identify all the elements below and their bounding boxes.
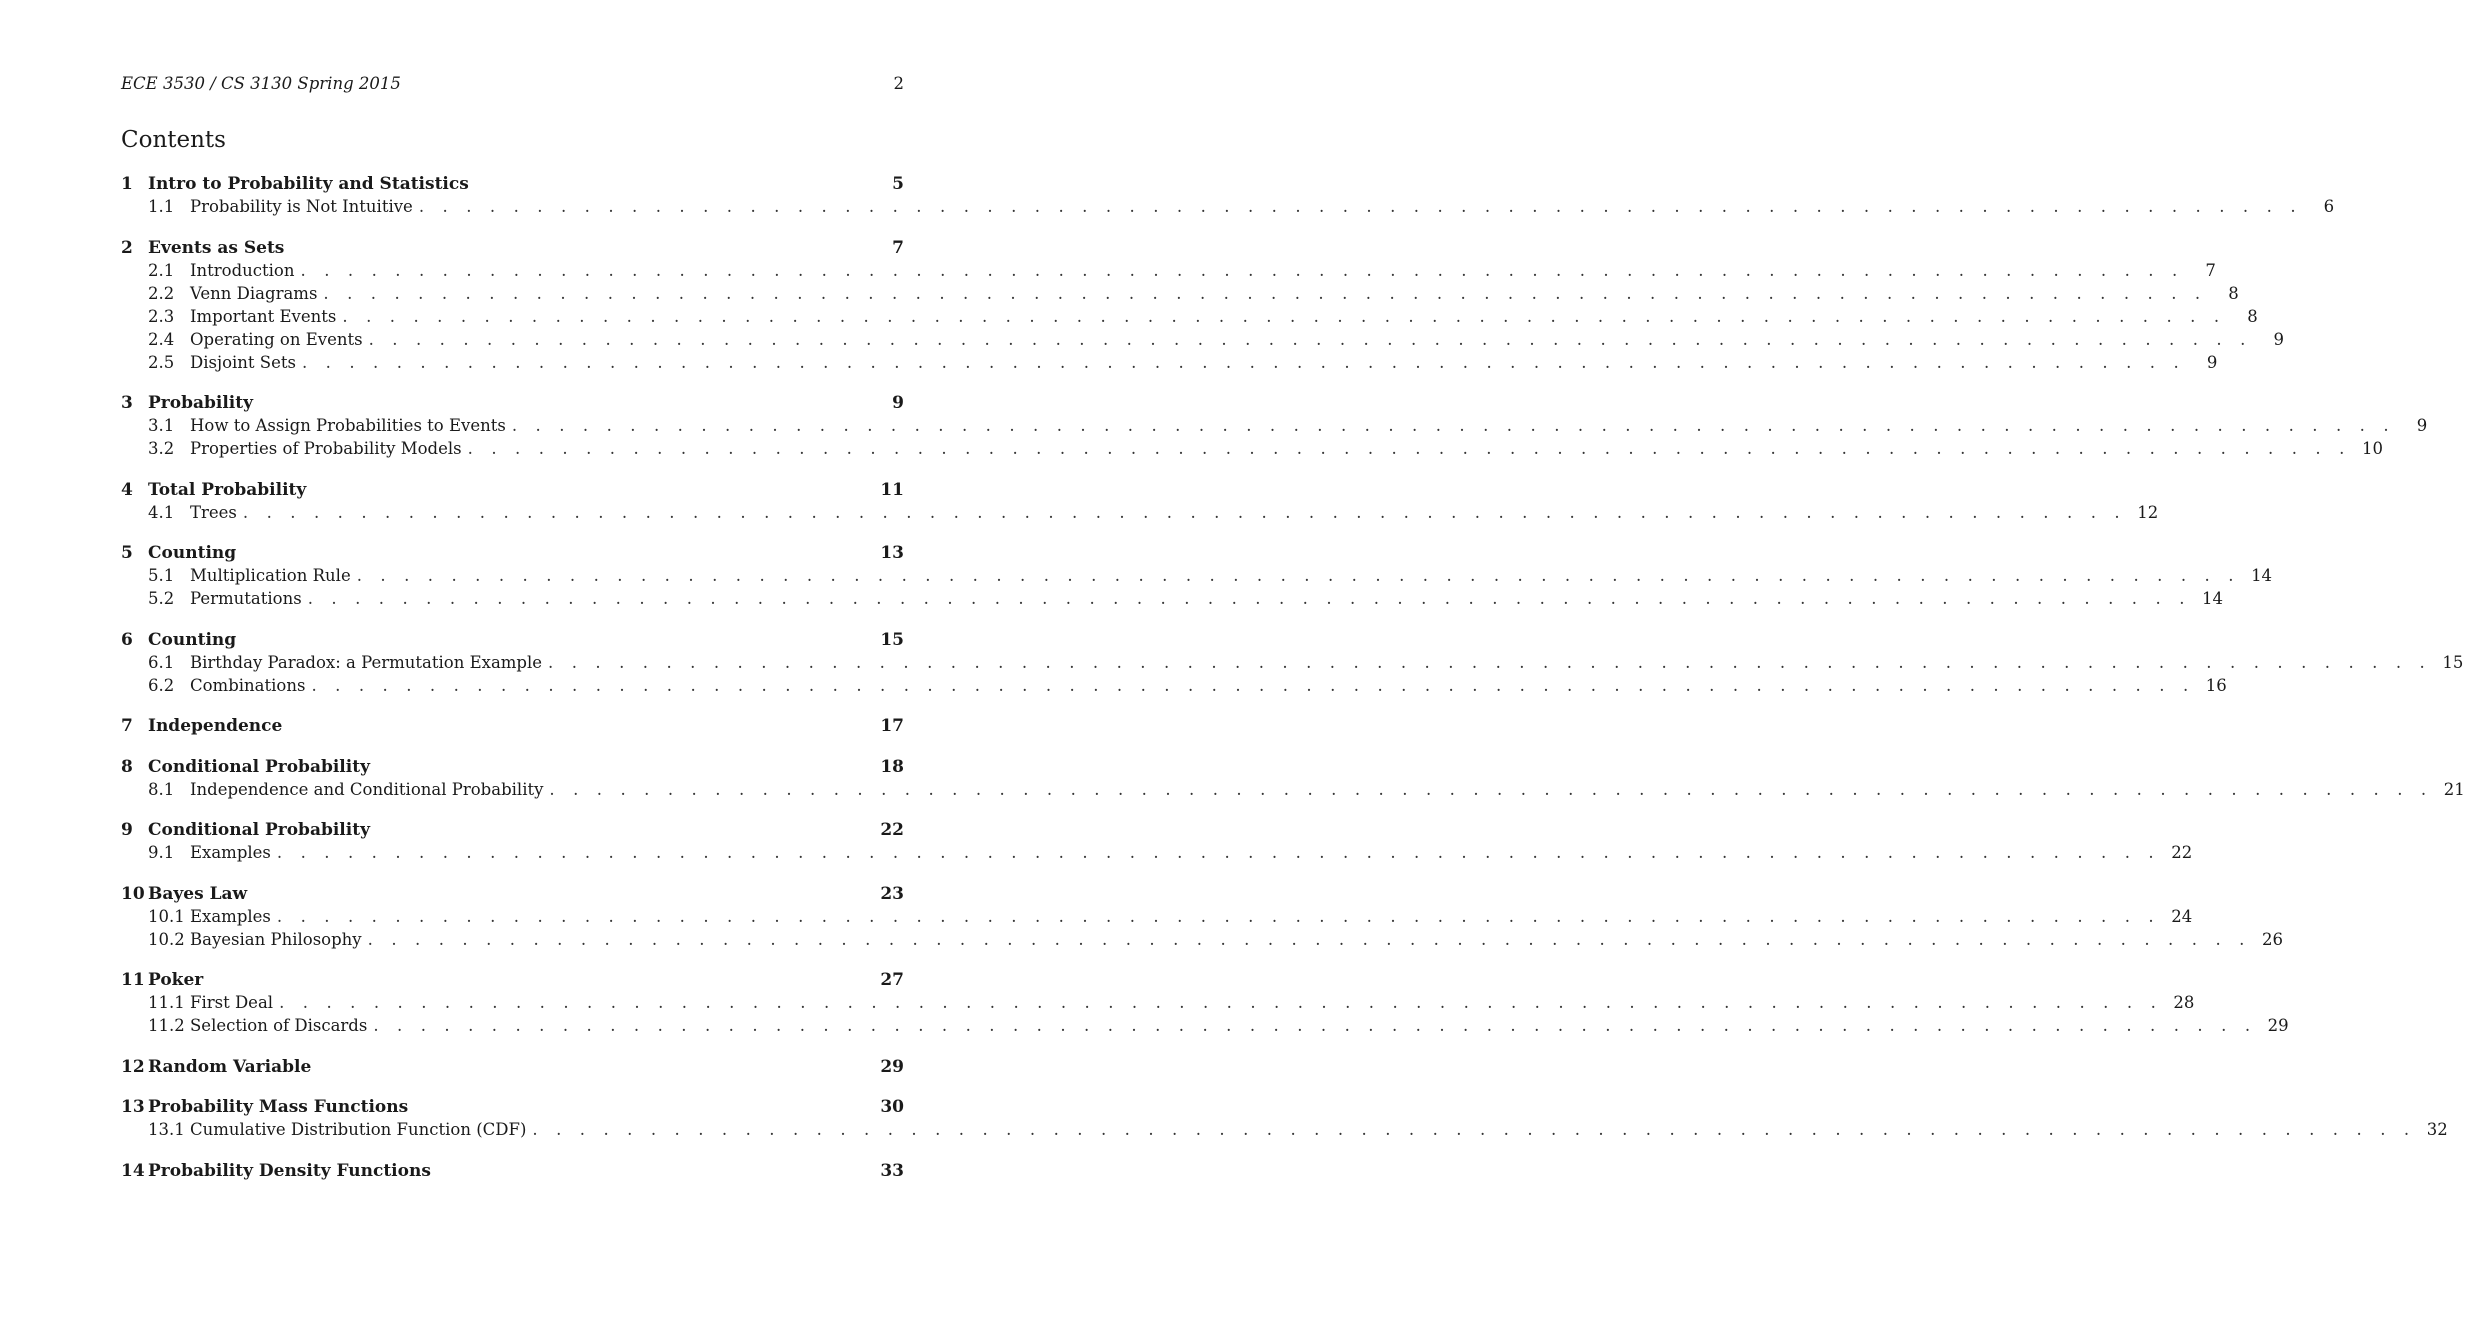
section-page: 5 bbox=[892, 174, 904, 194]
section-title: Events as Sets bbox=[148, 237, 285, 258]
subsection-number: 11.1 bbox=[148, 993, 185, 1012]
toc-subsection-entry[interactable] bbox=[121, 329, 2284, 353]
section-number: 14 bbox=[121, 1160, 145, 1181]
section-page: 33 bbox=[880, 1160, 904, 1181]
toc-section-entry[interactable] bbox=[121, 480, 904, 503]
toc-section bbox=[121, 756, 2465, 803]
toc-section bbox=[121, 1097, 2448, 1143]
section-title: Conditional Probability bbox=[148, 820, 370, 840]
toc-subsection-entry[interactable] bbox=[121, 416, 2428, 439]
subsection-page: 15 bbox=[2442, 652, 2464, 672]
toc-section-entry[interactable] bbox=[121, 238, 904, 261]
toc-subsection-entry[interactable] bbox=[121, 906, 2193, 930]
dot-leader: . . . . . . . . . . . . . . . . . . . . . . . . . . . . . . . . . . . . . . . . . . . . . . . . . . . . . . . . . . . . . . . . . . . . . . . . . . . . . . . . bbox=[418, 197, 2303, 216]
dot-leader: . . . . . . . . . . . . . . . . . . . . . . . . . . . . . . . . . . . . . . . . . . . . . . . . . . . . . . . . . . . . . . . . . . . . . . . . . . . . . . . . bbox=[301, 352, 2186, 372]
subsection-number: 10.1 bbox=[148, 906, 185, 926]
section-title: Total Probability bbox=[148, 479, 307, 500]
toc-section-entry[interactable] bbox=[121, 1097, 904, 1120]
dot-leader: . . . . . . . . . . . . . . . . . . . . . . . . . . . . . . . . . . . . . . . . . . . . . . . . . . . . . . . . . . . . . . . . . . . . . . . . . . . . . . . . bbox=[323, 283, 2207, 303]
subsection-title: Introduction bbox=[190, 260, 295, 280]
subsection-number: 1.1 bbox=[148, 197, 175, 216]
dot-leader: . . . . . . . . . . . . . . . . . . . . . . . . . . . . . . . . . . . . . . . . . . . . . . . . . . . . . . . . . . . . . . . . . . . . . . . . . . . . . . . . bbox=[300, 260, 2184, 280]
dot-leader: . . . . . . . . . . . . . . . . . . . . . . . . . . . . . . . . . . . . . . . . . . . . . . . . . . . . . . . . . . . . . . . . . . . . . . . . . . . . . . . . bbox=[467, 439, 2351, 458]
section-number: 8 bbox=[121, 756, 133, 777]
page-number: 2 bbox=[893, 74, 904, 93]
subsection-title: How to Assign Probabilities to Events bbox=[190, 416, 506, 435]
section-page: 9 bbox=[892, 393, 904, 413]
section-page: 30 bbox=[880, 1097, 904, 1117]
dot-leader: . . . . . . . . . . . . . . . . . . . . . . . . . . . . . . . . . . . . . . . . . . . . . . . . . . . . . . . . . . . . . . . . . . . . . . . . . . . . . . . . bbox=[342, 306, 2226, 326]
subsection-number: 2.2 bbox=[148, 283, 175, 303]
toc-section bbox=[121, 716, 904, 739]
subsection-page: 8 bbox=[2228, 283, 2239, 303]
toc-section-entry[interactable] bbox=[121, 757, 904, 780]
subsection-title: Examples bbox=[190, 906, 271, 926]
toc-section bbox=[121, 1161, 904, 1184]
dot-leader: . . . . . . . . . . . . . . . . . . . . . . . . . . . . . . . . . . . . . . . . . . . . . . . . . . . . . . . . . . . . . . . . . . . . . . . . . . . . . . . . bbox=[242, 502, 2127, 522]
section-title: Conditional Probability bbox=[148, 756, 370, 777]
subsection-page: 24 bbox=[2171, 906, 2193, 926]
toc-subsection-entry[interactable] bbox=[121, 843, 2193, 866]
subsection-title: Cumulative Distribution Function (CDF) bbox=[190, 1120, 527, 1139]
subsection-number: 2.4 bbox=[148, 329, 175, 349]
section-page: 18 bbox=[880, 756, 904, 777]
toc-section bbox=[121, 1057, 904, 1080]
dot-leader: . . . . . . . . . . . . . . . . . . . . . . . . . . . . . . . . . . . . . . . . . . . . . . . . . . . . . . . . . . . . . . . . . . . . . . . . . . . . . . . . bbox=[311, 675, 2195, 695]
toc-subsection-entry[interactable] bbox=[121, 1120, 2448, 1143]
subsection-title: Combinations bbox=[190, 675, 306, 695]
toc-subsection-entry[interactable] bbox=[121, 1016, 2289, 1039]
subsection-page: 26 bbox=[2261, 929, 2283, 949]
subsection-page: 29 bbox=[2267, 1016, 2289, 1035]
section-title: Intro to Probability and Statistics bbox=[148, 174, 469, 194]
toc-subsection-entry[interactable] bbox=[121, 929, 2283, 953]
subsection-title: Permutations bbox=[190, 589, 302, 608]
toc-section-entry[interactable] bbox=[121, 630, 904, 653]
toc-section-entry[interactable] bbox=[121, 884, 904, 907]
subsection-title: First Deal bbox=[190, 993, 274, 1012]
toc-subsection-entry[interactable] bbox=[121, 675, 2227, 699]
toc-subsection-entry[interactable] bbox=[121, 652, 2464, 676]
dot-leader: . . . . . . . . . . . . . . . . . . . . . . . . . . . . . . . . . . . . . . . . . . . . . . . . . . . . . . . . . . . . . . . . . . . . . . . . . . . . . . . . bbox=[307, 589, 2192, 608]
toc-subsection-entry[interactable] bbox=[121, 439, 2383, 462]
section-number: 11 bbox=[121, 970, 145, 990]
section-page: 27 bbox=[880, 970, 904, 990]
subsection-title: Venn Diagrams bbox=[190, 283, 318, 303]
section-title: Counting bbox=[148, 543, 237, 563]
dot-leader: . . . . . . . . . . . . . . . . . . . . . . . . . . . . . . . . . . . . . . . . . . . . . . . . . . . . . . . . . . . . . . . . . . . . . . . . . . . . . . . . bbox=[511, 416, 2396, 435]
toc-section-entry[interactable] bbox=[121, 820, 904, 843]
subsection-number: 2.1 bbox=[148, 260, 175, 280]
section-title: Probability Density Functions bbox=[148, 1160, 431, 1181]
subsection-number: 13.1 bbox=[148, 1120, 185, 1139]
subsection-title: Probability is Not Intuitive bbox=[190, 197, 413, 216]
subsection-title: Important Events bbox=[190, 306, 337, 326]
subsection-page: 6 bbox=[2323, 197, 2335, 216]
subsection-number: 2.3 bbox=[148, 306, 175, 326]
section-number: 7 bbox=[121, 716, 133, 736]
section-page: 13 bbox=[880, 543, 904, 563]
section-title: Bayes Law bbox=[148, 883, 248, 904]
section-title: Probability bbox=[148, 393, 253, 413]
section-number: 4 bbox=[121, 479, 133, 500]
dot-leader: . . . . . . . . . . . . . . . . . . . . . . . . . . . . . . . . . . . . . . . . . . . . . . . . . . . . . . . . . . . . . . . . . . . . . . . . . . . . . . . . bbox=[279, 993, 2163, 1012]
subsection-number: 2.5 bbox=[148, 352, 175, 372]
toc-section bbox=[121, 479, 2159, 526]
subsection-title: Examples bbox=[190, 843, 271, 862]
subsection-number: 10.2 bbox=[148, 929, 185, 949]
toc-subsection-entry[interactable] bbox=[121, 352, 2218, 376]
subsection-number: 5.1 bbox=[148, 566, 175, 585]
subsection-title: Bayesian Philosophy bbox=[190, 929, 362, 949]
subsection-number: 5.2 bbox=[148, 589, 175, 608]
toc-subsection-entry[interactable] bbox=[121, 260, 2216, 284]
subsection-page: 16 bbox=[2205, 675, 2227, 695]
section-page: 11 bbox=[880, 479, 904, 500]
toc-section-entry[interactable] bbox=[121, 970, 904, 993]
subsection-number: 6.1 bbox=[148, 652, 175, 672]
dot-leader: . . . . . . . . . . . . . . . . . . . . . . . . . . . . . . . . . . . . . . . . . . . . . . . . . . . . . . . . . . . . . . . . . . . . . . . . . . . . . . . . bbox=[367, 929, 2251, 949]
toc-section bbox=[121, 393, 2428, 462]
subsection-page: 12 bbox=[2137, 502, 2159, 522]
subsection-page: 8 bbox=[2247, 306, 2258, 326]
toc-section bbox=[121, 883, 2283, 953]
section-title: Poker bbox=[148, 970, 204, 990]
toc-subsection-entry[interactable] bbox=[121, 283, 2239, 307]
subsection-page: 10 bbox=[2361, 439, 2383, 458]
subsection-page: 32 bbox=[2426, 1120, 2448, 1139]
section-number: 6 bbox=[121, 629, 133, 650]
toc-section bbox=[121, 970, 2289, 1039]
subsection-number: 9.1 bbox=[148, 843, 175, 862]
section-title: Random Variable bbox=[148, 1056, 312, 1077]
subsection-number: 11.2 bbox=[148, 1016, 185, 1035]
subsection-page: 9 bbox=[2416, 416, 2428, 435]
toc-subsection-entry[interactable] bbox=[121, 566, 2273, 589]
section-page: 29 bbox=[880, 1056, 904, 1077]
dot-leader: . . . . . . . . . . . . . . . . . . . . . . . . . . . . . . . . . . . . . . . . . . . . . . . . . . . . . . . . . . . . . . . . . . . . . . . . . . . . . . . . bbox=[276, 906, 2161, 926]
subsection-number: 4.1 bbox=[148, 502, 175, 522]
section-number: 12 bbox=[121, 1056, 145, 1077]
toc-subsection-entry[interactable] bbox=[121, 779, 2465, 803]
subsection-page: 9 bbox=[2206, 352, 2218, 372]
toc-section-entry[interactable] bbox=[121, 1057, 904, 1080]
section-title: Counting bbox=[148, 629, 237, 650]
toc-section-entry[interactable] bbox=[121, 174, 904, 197]
toc-subsection-entry[interactable] bbox=[121, 589, 2224, 612]
section-number: 2 bbox=[121, 237, 133, 258]
subsection-title: Trees bbox=[190, 502, 237, 522]
section-number: 1 bbox=[121, 174, 133, 194]
toc-section-entry[interactable] bbox=[121, 393, 904, 416]
section-page: 23 bbox=[880, 883, 904, 904]
table-of-contents bbox=[121, 174, 2465, 1201]
section-page: 22 bbox=[880, 820, 904, 840]
page-header bbox=[121, 74, 904, 93]
dot-leader: . . . . . . . . . . . . . . . . . . . . . . . . . . . . . . . . . . . . . . . . . . . . . . . . . . . . . . . . . . . . . . . . . . . . . . . . . . . . . . . . bbox=[549, 779, 2433, 799]
subsection-page: 14 bbox=[2202, 589, 2224, 608]
subsection-page: 21 bbox=[2443, 779, 2465, 799]
section-title: Probability Mass Functions bbox=[148, 1097, 409, 1117]
dot-leader: . . . . . . . . . . . . . . . . . . . . . . . . . . . . . . . . . . . . . . . . . . . . . . . . . . . . . . . . . . . . . . . . . . . . . . . . . . . . . . . . bbox=[356, 566, 2241, 585]
toc-subsection-entry[interactable] bbox=[121, 502, 2159, 526]
toc-section bbox=[121, 820, 2193, 866]
subsection-number: 3.2 bbox=[148, 439, 175, 458]
section-page: 15 bbox=[880, 629, 904, 650]
contents-heading: Contents bbox=[121, 127, 226, 153]
toc-section bbox=[121, 174, 2335, 220]
subsection-page: 7 bbox=[2205, 260, 2216, 280]
section-title: Independence bbox=[148, 716, 283, 736]
dot-leader: . . . . . . . . . . . . . . . . . . . . . . . . . . . . . . . . . . . . . . . . . . . . . . . . . . . . . . . . . . . . . . . . . . . . . . . . . . . . . . . . bbox=[532, 1120, 2416, 1139]
toc-subsection-entry[interactable] bbox=[121, 197, 2335, 220]
subsection-page: 9 bbox=[2273, 329, 2284, 349]
section-page: 17 bbox=[880, 716, 904, 736]
section-number: 9 bbox=[121, 820, 133, 840]
section-number: 5 bbox=[121, 543, 133, 563]
toc-section-entry[interactable] bbox=[121, 1161, 904, 1184]
subsection-title: Independence and Conditional Probability bbox=[190, 779, 544, 799]
dot-leader: . . . . . . . . . . . . . . . . . . . . . . . . . . . . . . . . . . . . . . . . . . . . . . . . . . . . . . . . . . . . . . . . . . . . . . . . . . . . . . . . bbox=[368, 329, 2252, 349]
subsection-title: Properties of Probability Models bbox=[190, 439, 462, 458]
subsection-number: 3.1 bbox=[148, 416, 175, 435]
toc-subsection-entry[interactable] bbox=[121, 306, 2258, 330]
subsection-page: 22 bbox=[2171, 843, 2193, 862]
section-number: 10 bbox=[121, 883, 145, 904]
subsection-title: Operating on Events bbox=[190, 329, 363, 349]
toc-section bbox=[121, 543, 2273, 612]
section-number: 13 bbox=[121, 1097, 145, 1117]
section-page: 7 bbox=[892, 237, 904, 258]
subsection-number: 8.1 bbox=[148, 779, 175, 799]
section-number: 3 bbox=[121, 393, 133, 413]
toc-section-entry[interactable] bbox=[121, 543, 904, 566]
toc-section-entry[interactable] bbox=[121, 716, 904, 739]
subsection-title: Birthday Paradox: a Permutation Example bbox=[190, 652, 543, 672]
dot-leader: . . . . . . . . . . . . . . . . . . . . . . . . . . . . . . . . . . . . . . . . . . . . . . . . . . . . . . . . . . . . . . . . . . . . . . . . . . . . . . . . bbox=[373, 1016, 2257, 1035]
subsection-page: 28 bbox=[2173, 993, 2195, 1012]
subsection-page: 14 bbox=[2251, 566, 2273, 585]
subsection-title: Disjoint Sets bbox=[190, 352, 296, 372]
subsection-number: 6.2 bbox=[148, 675, 175, 695]
toc-section bbox=[121, 237, 2284, 376]
toc-subsection-entry[interactable] bbox=[121, 993, 2195, 1016]
subsection-title: Multiplication Rule bbox=[190, 566, 351, 585]
toc-section bbox=[121, 629, 2464, 699]
running-title: ECE 3530 / CS 3130 Spring 2015 bbox=[121, 74, 401, 93]
dot-leader: . . . . . . . . . . . . . . . . . . . . . . . . . . . . . . . . . . . . . . . . . . . . . . . . . . . . . . . . . . . . . . . . . . . . . . . . . . . . . . . . bbox=[276, 843, 2161, 862]
dot-leader: . . . . . . . . . . . . . . . . . . . . . . . . . . . . . . . . . . . . . . . . . . . . . . . . . . . . . . . . . . . . . . . . . . . . . . . . . . . . . . . . bbox=[548, 652, 2432, 672]
subsection-title: Selection of Discards bbox=[190, 1016, 368, 1035]
